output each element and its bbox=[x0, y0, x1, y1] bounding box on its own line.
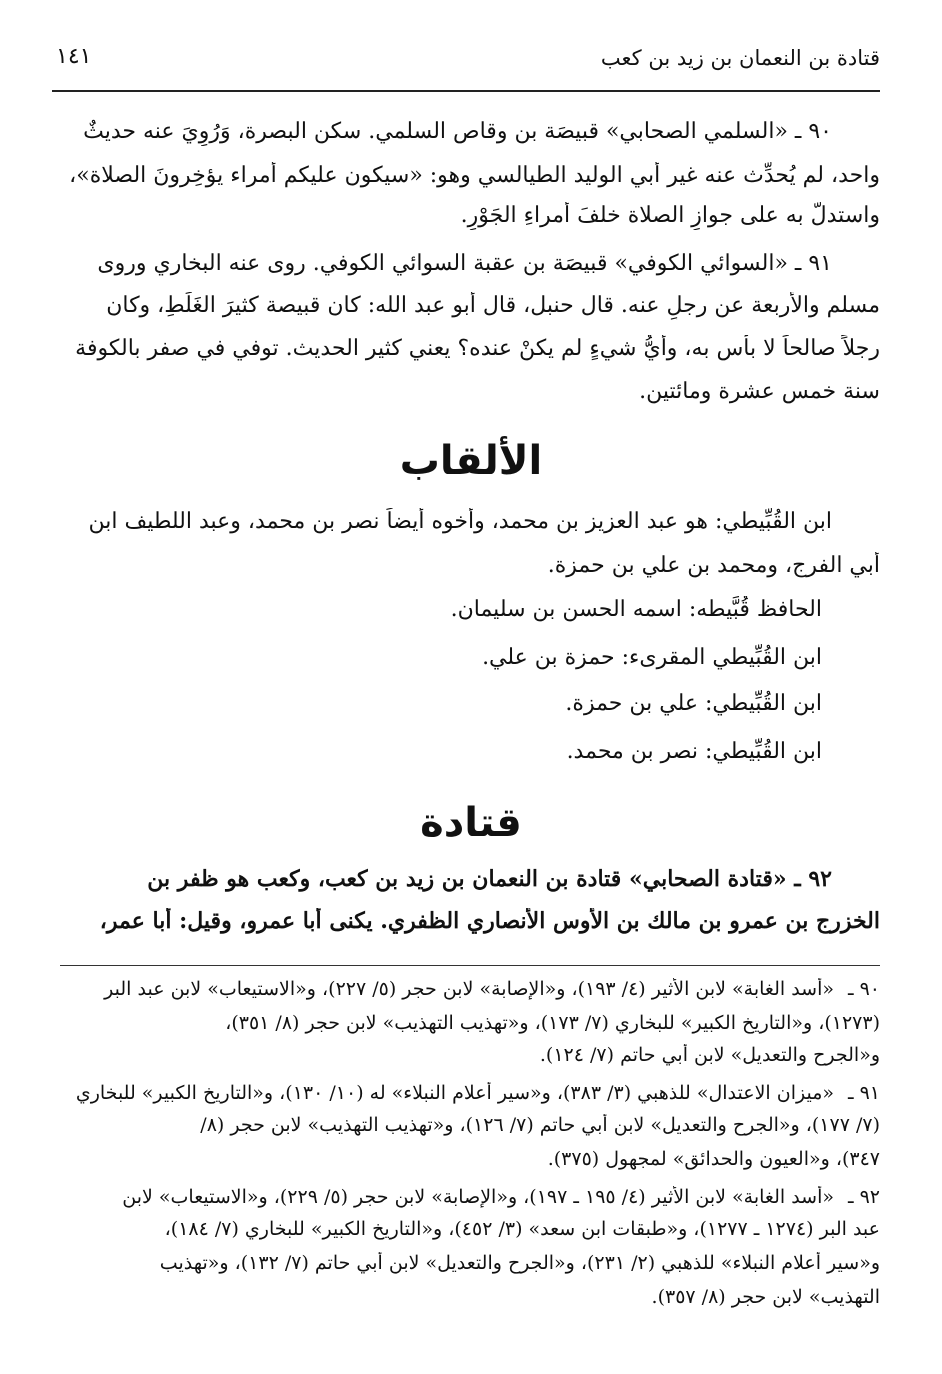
alqab-line-4: ابن القُبِّيطي المقرىء: حمزة بن علي. bbox=[482, 645, 822, 670]
entry-91-line-4: سنة خمس عشرة ومائتين. bbox=[639, 379, 880, 404]
footnote-90-line-1: «أسد الغابة» لابن الأثير (٤/ ١٩٣)، و«الإصابة» لابن حجر (٥/ ٢٢٧)، و«الاستيعاب» لابن عبد البر bbox=[104, 978, 834, 1000]
footnote-separator bbox=[60, 965, 880, 966]
alqab-line-3: الحافظ قُبَّيطه: اسمه الحسن بن سليمان. bbox=[450, 597, 822, 622]
footnote-91-line-2: (٧/ ١٧٧)، و«الجرح والتعديل» لابن أبي حاتم (٧/ ١٢٦)، و«تهذيب التهذيب» لابن حجر (٨/ bbox=[200, 1114, 880, 1136]
footnote-92-line-4: التهذيب» لابن حجر (٨/ ٣٥٧). bbox=[651, 1286, 880, 1308]
footnote-92-line-3: و«سير أعلام النبلاء» للذهبي (٢/ ٢٣١)، و«الجرح والتعديل» لابن أبي حاتم (٧/ ١٣٢)، و«تهذيب bbox=[159, 1252, 880, 1274]
footnote-92-number: ٩٢ ـ bbox=[847, 1186, 880, 1208]
alqab-line-6: ابن القُبِّيطي: نصر بن محمد. bbox=[566, 739, 822, 764]
alqab-line-5: ابن القُبِّيطي: علي بن حمزة. bbox=[565, 691, 822, 716]
entry-92-line-1: ٩٢ ـ «قتادة الصحابي» قتادة بن النعمان بن زيد بن كعب، وكعب هو ظفر بن bbox=[147, 866, 832, 892]
entry-90-line-2: واحد، لم يُحدِّث عنه غير أبي الوليد الطيالسي وهو: «سيكون عليكم أمراء يؤخِرونَ الصلاة»، bbox=[69, 163, 880, 188]
entry-92-line-2: الخزرج بن عمرو بن مالك بن الأوس الأنصاري الظفري. يكنى أبا عمرو، وقيل: أبا عمر، bbox=[99, 908, 880, 934]
entry-91-line-3: رجلاً صالحاً لا بأس به، وأيُّ شيءٍ لم يكنْ عنده؟ يعني كثير الحديث. توفي في صفر بالكوفة bbox=[75, 336, 880, 361]
footnote-90-line-2: (١٢٧٣)، و«التاريخ الكبير» للبخاري (٧/ ١٧٣)، و«تهذيب التهذيب» لابن حجر (٨/ ٣٥١)، bbox=[225, 1012, 880, 1034]
footnote-91-line-1: «ميزان الاعتدال» للذهبي (٣/ ٣٨٣)، و«سير أعلام النبلاء» له (١٠/ ١٣٠)، و«التاريخ الكبير» للبخاري bbox=[75, 1082, 834, 1104]
entry-90-line-3: واستدلَّ به على جوازِ الصلاة خلفَ أمراءِ الجَوْرِ. bbox=[460, 203, 880, 228]
alqab-line-1: ابن القُبِّيطي: هو عبد العزيز بن محمد، وأخوه أيضاً نصر بن محمد، وعبد اللطيف ابن bbox=[88, 509, 832, 534]
alqab-line-2: أبي الفرج، ومحمد بن علي بن حمزة. bbox=[547, 553, 880, 578]
section-heading-qatada: قتادة bbox=[420, 800, 522, 846]
entry-91-line-1: ٩١ ـ «السوائي الكوفي» قبيصَة بن عقبة السوائي الكوفي. روى عنه البخاري وروى bbox=[97, 251, 832, 276]
running-header bbox=[52, 38, 880, 92]
footnote-92-line-2: عبد البر (١٢٧٤ ـ ١٢٧٧)، و«طبقات ابن سعد» (٣/ ٤٥٢)، و«التاريخ الكبير» للبخاري (٧/ ١٨٤)، bbox=[164, 1218, 880, 1240]
entry-91-line-2: مسلم والأربعة عن رجلٍ عنه. قال حنبل، قال أبو عبد الله: كان قبيصة كثيرَ الغَلَطِ، وكان bbox=[106, 293, 880, 318]
footnote-91-line-3: ٣٤٧)، و«العيون والحدائق» لمجهول (٣٧٥). bbox=[547, 1148, 880, 1170]
footnote-90-line-3: و«الجرح والتعديل» لابن أبي حاتم (٧/ ١٢٤). bbox=[539, 1044, 880, 1066]
running-title: قتادة بن النعمان بن زيد بن كعب bbox=[600, 46, 880, 70]
footnote-92-line-1: «أسد الغابة» لابن الأثير (٤/ ١٩٥ ـ ١٩٧)، و«الإصابة» لابن حجر (٥/ ٢٢٩)، و«الاستيعاب» لابن bbox=[122, 1186, 834, 1208]
footnote-90-number: ٩٠ ـ bbox=[847, 978, 880, 1000]
footnote-91-number: ٩١ ـ bbox=[847, 1082, 880, 1104]
section-heading-alqab: الألقاب bbox=[399, 438, 543, 484]
page-number: ١٤١ bbox=[56, 44, 92, 69]
entry-90-line-1: ٩٠ ـ «السلمي الصحابي» قبيصَة بن وقاص السلمي. سكن البصرة، وَرُوِيَ عنه حديثٌ bbox=[83, 119, 832, 144]
